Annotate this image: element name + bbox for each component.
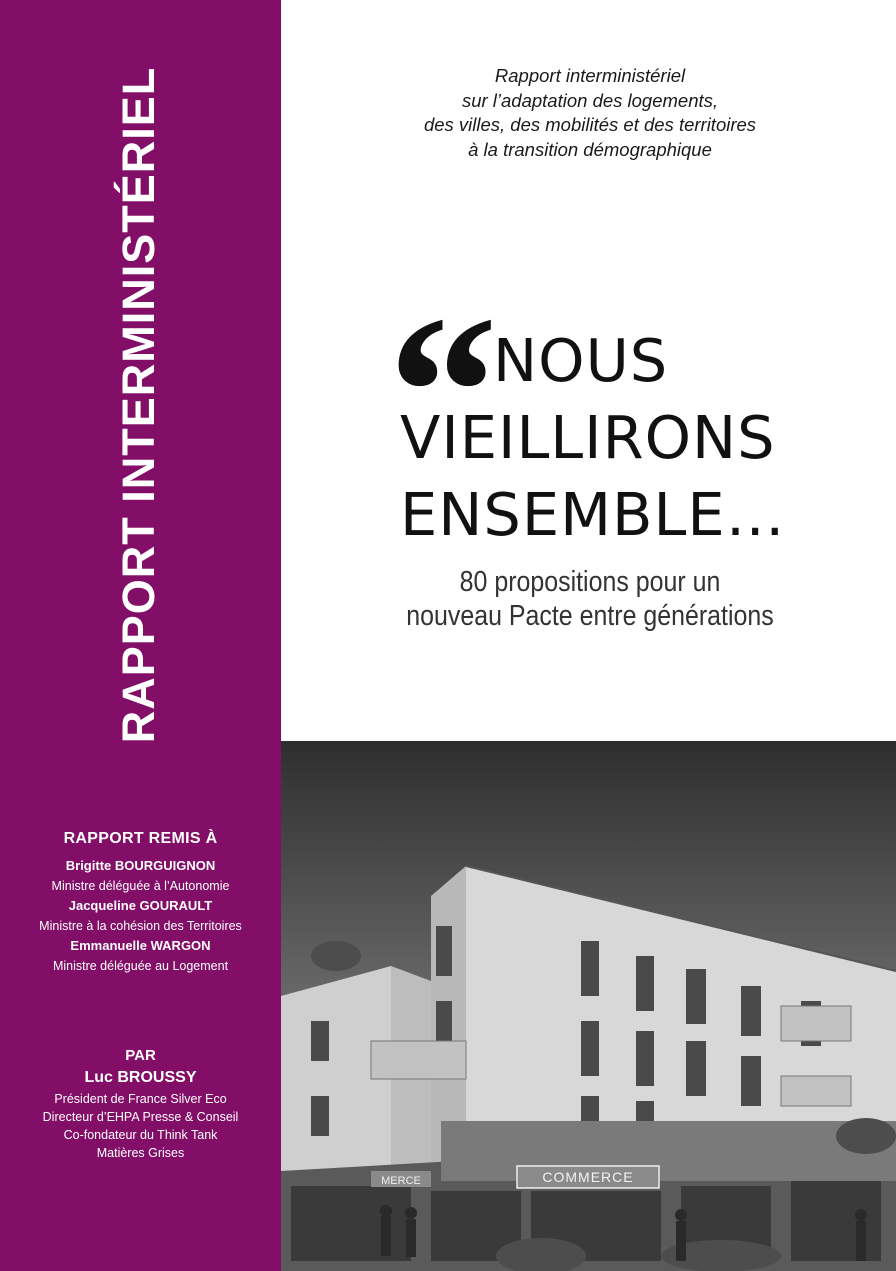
author-role: Matières Grises: [96, 1146, 185, 1160]
subtitle-line: 80 propositions pour un: [459, 566, 721, 598]
author-role: Directeur d’EHPA Presse & Conseil: [42, 1110, 239, 1124]
intro-line: sur l’adaptation des logements,: [461, 89, 719, 111]
intro-line: à la transition démographique: [468, 138, 712, 160]
intro-line: Rapport interministériel: [494, 65, 686, 86]
author-name: Luc BROUSSY: [84, 1069, 197, 1086]
title-line: NOUS: [493, 326, 669, 395]
commerce-sign: COMMERCE: [542, 1169, 634, 1185]
recipient-role: Ministre à la cohésion des Territoires: [39, 919, 242, 933]
recipient-name: Emmanuelle WARGON: [70, 938, 211, 953]
title-line: VIEILLIRONS: [400, 403, 776, 472]
recipient-role: Ministre déléguée au Logement: [52, 959, 229, 973]
recipients-block: [0, 826, 281, 976]
recipient-name: Brigitte BOURGUIGNON: [65, 858, 216, 873]
subtitle: [366, 565, 813, 633]
title-line: ENSEMBLE…: [400, 480, 786, 549]
vertical-title: RAPPORT INTERMINISTÉRIEL: [113, 66, 164, 744]
quote-mark-icon: “: [388, 270, 498, 514]
intro-text: [340, 64, 840, 162]
subtitle-line: nouveau Pacte entre générations: [406, 600, 774, 632]
author-block: [0, 1046, 281, 1162]
recipients-heading: RAPPORT REMIS À: [63, 830, 218, 847]
author-heading: PAR: [125, 1047, 156, 1064]
recipient-role: Ministre déléguée à l’Autonomie: [51, 879, 230, 893]
building-illustration: [281, 741, 896, 1271]
author-role: Président de France Silver Eco: [54, 1092, 227, 1106]
recipient-name: Jacqueline GOURAULT: [68, 898, 213, 913]
main-title: [400, 322, 786, 553]
intro-line: des villes, des mobilités et des territoires: [423, 114, 757, 135]
sidebar: [0, 0, 281, 1271]
author-role: Co-fondateur du Think Tank: [63, 1128, 218, 1142]
building-photo: [281, 741, 896, 1271]
commerce-sign-small: MERCE: [381, 1175, 421, 1187]
